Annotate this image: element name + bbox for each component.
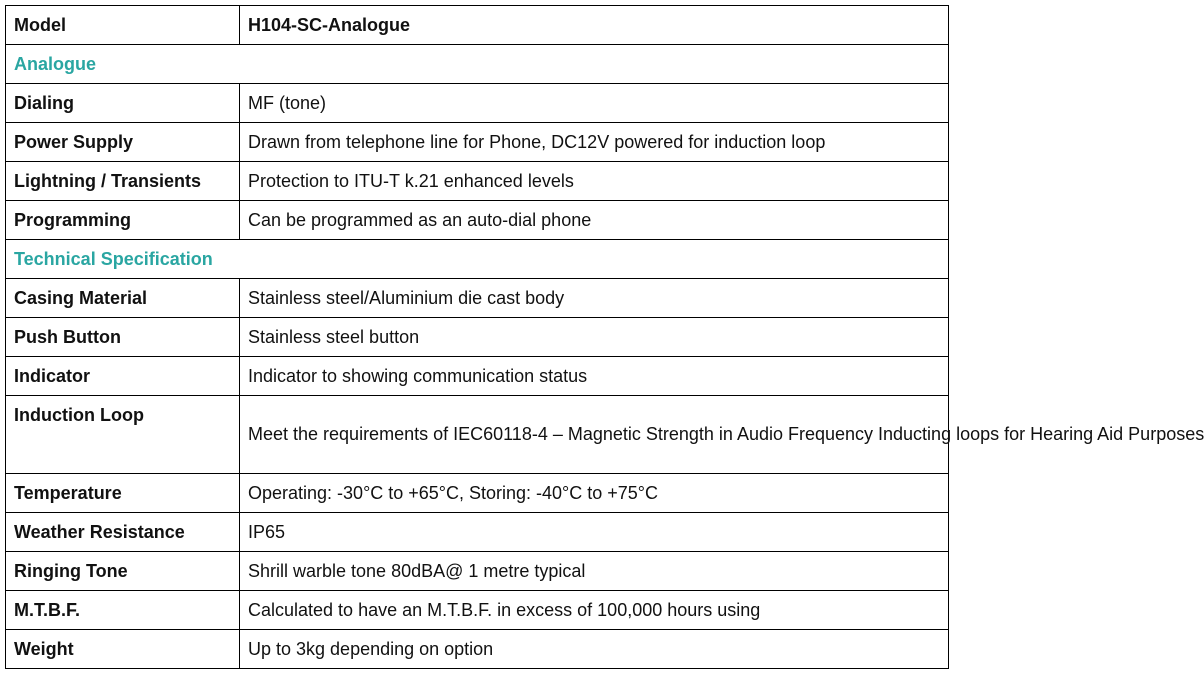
spec-value: Operating: -30°C to +65°C, Storing: -40°C to +75°C [240, 474, 949, 513]
model-value: H104-SC-Analogue [240, 6, 949, 45]
table-row [6, 396, 949, 474]
spec-value: Up to 3kg depending on option [240, 630, 949, 669]
spec-value: Protection to ITU-T k.21 enhanced levels [240, 162, 949, 201]
spec-value: Can be programmed as an auto-dial phone [240, 201, 949, 240]
section-title: Analogue [6, 45, 949, 84]
spec-label: Temperature [6, 474, 240, 513]
spec-label: Weight [6, 630, 240, 669]
model-label: Model [6, 6, 240, 45]
spec-label: Ringing Tone [6, 552, 240, 591]
header-row [6, 6, 949, 45]
spec-value: Shrill warble tone 80dBA@ 1 metre typical [240, 552, 949, 591]
spec-value: Stainless steel button [240, 318, 949, 357]
table-row [6, 474, 949, 513]
table-row [6, 201, 949, 240]
table-row [6, 318, 949, 357]
spec-value: Drawn from telephone line for Phone, DC12V powered for induction loop [240, 123, 949, 162]
spec-value: Meet the requirements of IEC60118-4 – Magnetic Strength in Audio Frequency Inducting loops for Hearing Aid Purposes [240, 396, 949, 474]
section-title: Technical Specification [6, 240, 949, 279]
table-row [6, 552, 949, 591]
spec-label: Power Supply [6, 123, 240, 162]
table-row [6, 279, 949, 318]
spec-label: Weather Resistance [6, 513, 240, 552]
table-row [6, 513, 949, 552]
section-row-analogue [6, 45, 949, 84]
table-row [6, 84, 949, 123]
table-row [6, 591, 949, 630]
spec-label: Dialing [6, 84, 240, 123]
spec-label: Indicator [6, 357, 240, 396]
spec-value: Stainless steel/Aluminium die cast body [240, 279, 949, 318]
spec-label: M.T.B.F. [6, 591, 240, 630]
spec-label: Push Button [6, 318, 240, 357]
section-row-technical [6, 240, 949, 279]
spec-label: Casing Material [6, 279, 240, 318]
table-row [6, 630, 949, 669]
spec-value: MF (tone) [240, 84, 949, 123]
spec-label: Induction Loop [6, 396, 240, 474]
spec-value: Indicator to showing communication status [240, 357, 949, 396]
spec-label: Lightning / Transients [6, 162, 240, 201]
table-row [6, 357, 949, 396]
spec-label: Programming [6, 201, 240, 240]
spec-table [5, 5, 1204, 669]
spec-value: IP65 [240, 513, 949, 552]
spec-value: Calculated to have an M.T.B.F. in excess of 100,000 hours using [240, 591, 949, 630]
table-row [6, 123, 949, 162]
table-row [6, 162, 949, 201]
